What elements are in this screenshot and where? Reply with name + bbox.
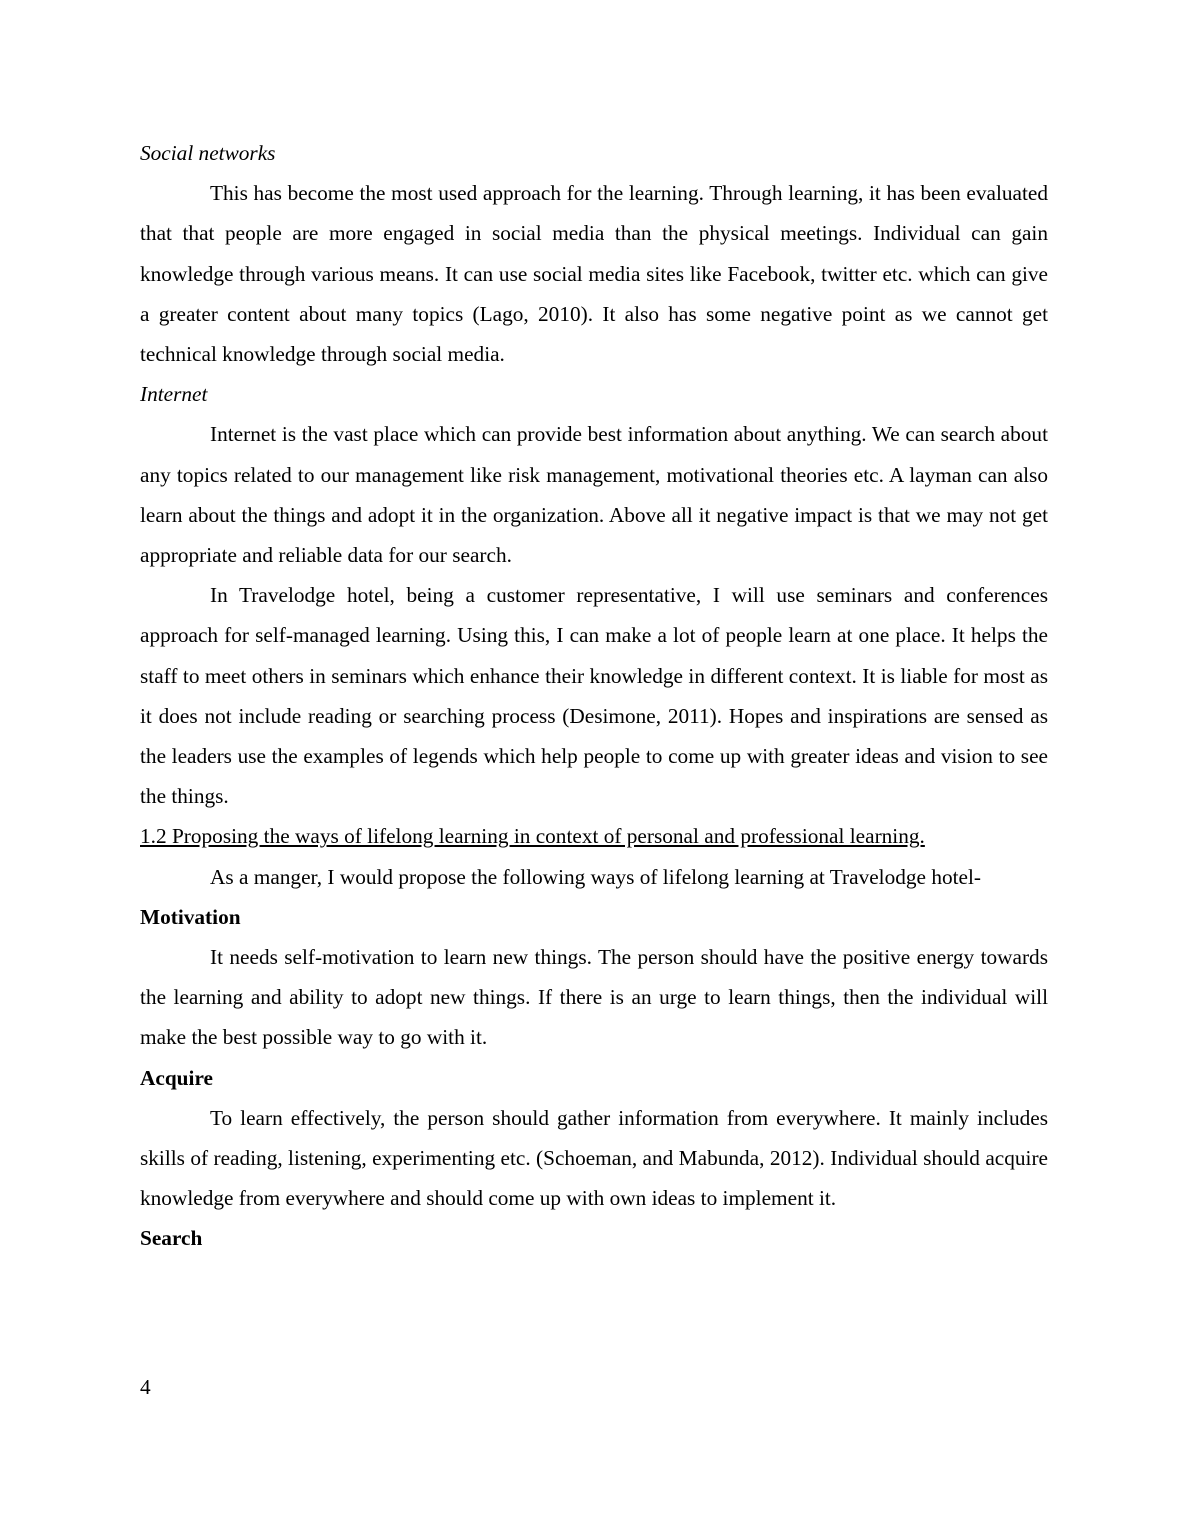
- paragraph-internet: Internet is the vast place which can provide best information about anything. We can search about any topics related to our management like risk management, motivational theories etc. A layman can also learn about the things and adopt it in the organization. Above all it negative impact is that we may not get appropriate and reliable data for our search.: [140, 422, 1048, 568]
- paragraph-lifelong-learning: As a manger, I would propose the following ways of lifelong learning at Travelodge hotel-: [210, 864, 981, 889]
- paragraph-social-networks: This has become the most used approach for the learning. Through learning, it has been evaluated that that people are more engaged in social media than the physical meetings. Individual can gain knowledge through various means. It can use social media sites like Facebook, twitter etc. which can give a greater content about many topics (Lago, 2010). It also has some negative point as we cannot get technical knowledge through social media.: [140, 181, 1048, 367]
- paragraph-travelodge: In Travelodge hotel, being a customer representative, I will use seminars and conferences approach for self-managed learning. Using this, I can make a lot of people learn at one place. It helps the staff to meet others in seminars which enhance their knowledge in different context. It is liable for most as it does not include reading or searching process (Desimone, 2011). Hopes and inspirations are sensed as the leaders use the examples of legends which help people to come up with greater ideas and vision to see the things.: [140, 583, 1048, 809]
- heading-search: Search: [140, 1226, 203, 1251]
- heading-lifelong-learning: 1.2 Proposing the ways of lifelong learning in context of personal and professional learning.: [140, 824, 925, 849]
- paragraph-motivation: It needs self-motivation to learn new things. The person should have the positive energy towards the learning and ability to adopt new things. If there is an urge to learn things, then the individual will make the best possible way to go with it.: [140, 945, 1048, 1050]
- heading-motivation: Motivation: [140, 904, 241, 929]
- heading-internet: Internet: [140, 382, 208, 407]
- heading-social-networks: Social networks: [140, 141, 276, 165]
- paragraph-acquire: To learn effectively, the person should gather information from everywhere. It mainly includes skills of reading, listening, experimenting etc. (Schoeman, and Mabunda, 2012). Individual should acquire knowledge from everywhere and should come up with own ideas to implement it.: [140, 1105, 1048, 1211]
- page-number: 4: [140, 1375, 151, 1399]
- heading-acquire: Acquire: [140, 1065, 213, 1090]
- document-page: [140, 133, 1048, 1259]
